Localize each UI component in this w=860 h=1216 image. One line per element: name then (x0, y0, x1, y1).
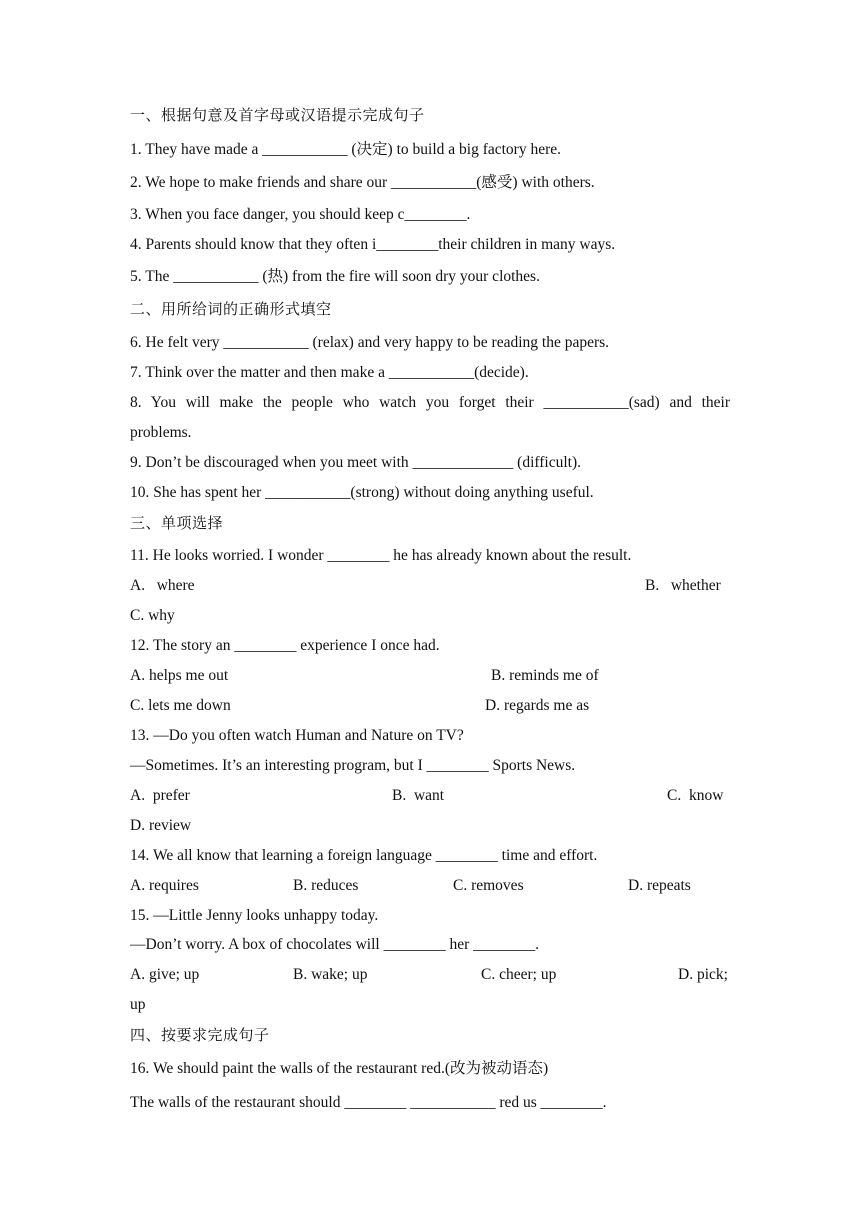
option-13d: D. review (130, 817, 192, 834)
section-heading-4: 四、按要求完成句子 (130, 1026, 270, 1044)
question-16: 16. We should paint the walls of the restaurant red.(改为被动语态) (130, 1060, 549, 1077)
option-15d-cont: up (130, 996, 146, 1013)
question-11: 11. He looks worried. I wonder ________ he has already known about the result. (130, 547, 632, 564)
question-8: 8. You will make the people who watch you forget their ___________(sad) and their (130, 394, 730, 411)
question-4: 4. Parents should know that they often i________their children in many ways. (130, 236, 616, 253)
question-13: 13. —Do you often watch Human and Nature on TV? (130, 727, 464, 744)
question-8-cont: problems. (130, 424, 192, 441)
question-9: 9. Don’t be discouraged when you meet with _____________ (difficult). (130, 454, 581, 471)
question-6: 6. He felt very ___________ (relax) and very happy to be reading the papers. (130, 334, 610, 351)
question-15: 15. —Little Jenny looks unhappy today. (130, 907, 379, 924)
option-14b: B. reduces (293, 877, 359, 894)
option-15c: C. cheer; up (481, 966, 557, 983)
question-7: 7. Think over the matter and then make a ___________(decide). (130, 364, 529, 381)
option-15d: D. pick; (678, 966, 728, 983)
question-10: 10. She has spent her ___________(strong) without doing anything useful. (130, 484, 594, 501)
question-13-reply: —Sometimes. It’s an interesting program, but I ________ Sports News. (130, 757, 576, 774)
option-12b: B. reminds me of (491, 667, 599, 684)
option-13a: A. prefer (130, 787, 190, 804)
option-15a: A. give; up (130, 966, 200, 983)
option-12a: A. helps me out (130, 667, 229, 684)
option-11c: C. why (130, 607, 175, 624)
question-16-answer: The walls of the restaurant should ________ ___________ red us ________. (130, 1094, 607, 1111)
option-14d: D. repeats (628, 877, 691, 894)
section-heading-2: 二、用所给词的正确形式填空 (130, 300, 332, 318)
question-2: 2. We hope to make friends and share our ___________(感受) with others. (130, 174, 595, 191)
question-14: 14. We all know that learning a foreign language ________ time and effort. (130, 847, 598, 864)
question-15-reply: —Don’t worry. A box of chocolates will ________ her ________. (130, 936, 539, 953)
question-1: 1. They have made a ___________ (决定) to build a big factory here. (130, 141, 562, 158)
option-13c: C. know (667, 787, 724, 804)
option-12d: D. regards me as (485, 697, 590, 714)
question-5: 5. The ___________ (热) from the fire will soon dry your clothes. (130, 268, 540, 285)
option-12c: C. lets me down (130, 697, 231, 714)
option-14a: A. requires (130, 877, 199, 894)
option-15b: B. wake; up (293, 966, 368, 983)
question-3: 3. When you face danger, you should keep c________. (130, 206, 471, 223)
option-13b: B. want (392, 787, 445, 804)
option-11a: A. where (130, 577, 195, 594)
section-heading-1: 一、根据句意及首字母或汉语提示完成句子 (130, 106, 425, 124)
section-heading-3: 三、单项选择 (130, 514, 224, 532)
option-11b: B. whether (645, 577, 721, 594)
option-14c: C. removes (453, 877, 524, 894)
question-12: 12. The story an ________ experience I once had. (130, 637, 440, 654)
